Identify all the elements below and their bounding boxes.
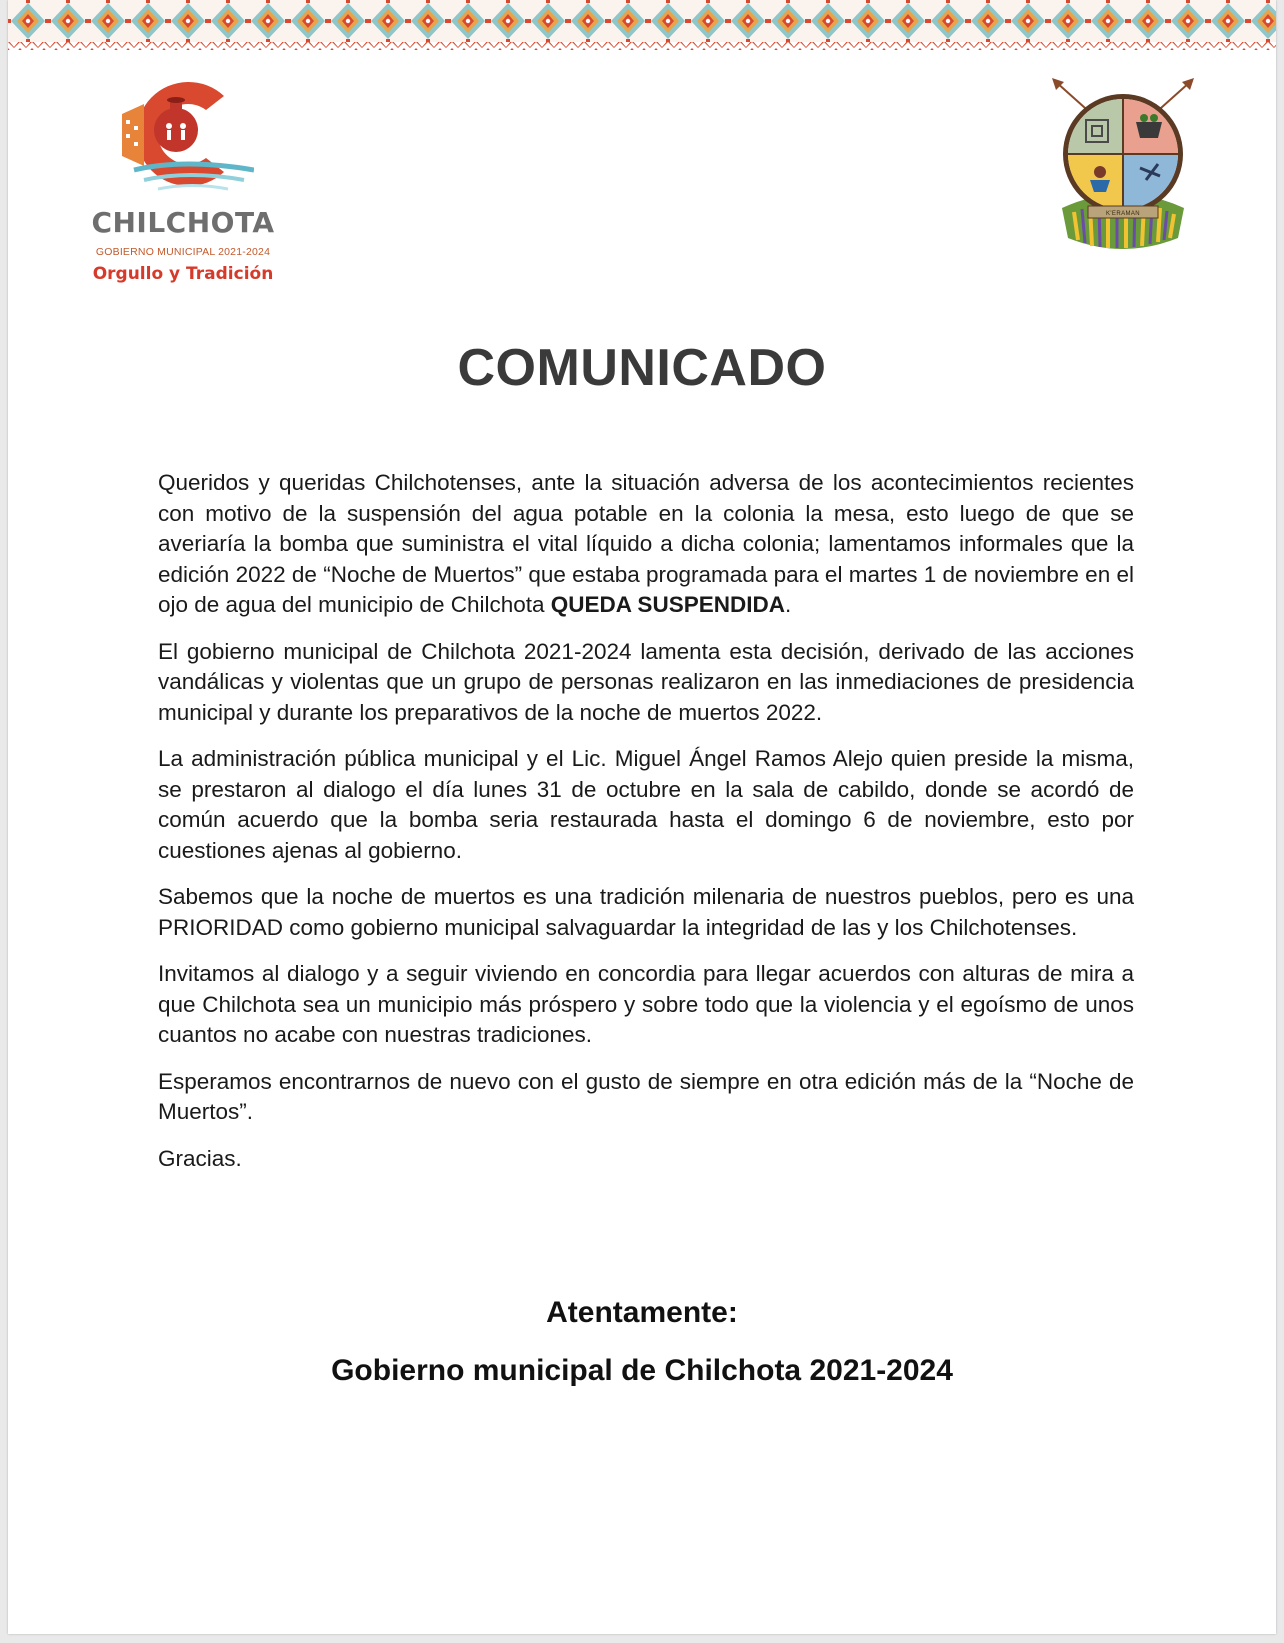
logo-slogan: Orgullo y Tradición [92,264,274,284]
signature-name: Gobierno municipal de Chilchota 2021-2024 [331,1354,953,1387]
signature-greeting: Atentamente: [546,1296,738,1329]
paragraph-2: El gobierno municipal de Chilchota 2021-2024 lamenta esta decisión, derivado de las acciones vandálicas y violentas que un grupo de personas realizaron en las inmediaciones de presidencia municipal y durante los preparativos de la noche de muertos 2022. [158,638,1134,725]
paragraph-6: Esperamos encontrarnos de nuevo con el gusto de siempre en otra edición más de la “Noche de Muertos”. [158,1068,1134,1124]
logo-subtitle: GOBIERNO MUNICIPAL 2021-2024 [95,246,271,258]
purepecha-seal [1050,76,1196,260]
seal-ribbon-text: K'ERAMAN [1105,211,1141,217]
chilchota-emblem-icon [114,74,254,199]
logo-name: CHILCHOTA [91,206,275,239]
paragraph-1 [158,468,1134,621]
purepecha-seal-icon [1050,76,1196,260]
paragraph-5: Invitamos al dialogo y a seguir viviendo en concordia para llegar acuerdos con alturas de mira a que Chilchota sea un municipio más próspero y sobre todo que la violencia y el egoísmo de unos cuantos no acabe con nuestras tradiciones. [158,961,1134,1047]
document-body [158,468,1134,1190]
paragraph-1-text: Queridos y queridas Chilchotenses, ante la situación adversa de los acontecimientos recientes con motivo de la suspensión del agua potable en la colonia la mesa, esto luego de que se averiaría la bomba que suministra el vital líquido a dicha colonia; lamentamos informales que la edición 2022 de “Noche de Muertos” que estaba programada para el martes 1 de noviembre en el ojo de agua del municipio de Chilchota [158,470,1134,617]
chilchota-logo [84,74,294,296]
decorative-border-band [8,0,1276,52]
paragraph-3: La administración pública municipal y el Lic. Miguel Ángel Ramos Alejo quien preside la misma, se prestaron al dialogo el día lunes 31 de octubre en la sala de cabildo, donde se acordó de común acuerdo que la bomba seria restaurada hasta el domingo 6 de noviembre, esto por cuestiones ajenas al gobierno. [158,746,1134,863]
paragraph-4: Sabemos que la noche de muertos es una tradición milenaria de nuestros pueblos, pero es una PRIORIDAD como gobierno municipal salvaguardar la integridad de las y los Chilchotenses. [158,884,1134,940]
document-page [8,0,1276,1634]
paragraph-1-end: . [784,592,792,617]
paragraph-7: Gracias. [158,1145,242,1171]
page-title: COMUNICADO [457,339,827,397]
paragraph-1-bold: QUEDA SUSPENDIDA [550,592,785,617]
